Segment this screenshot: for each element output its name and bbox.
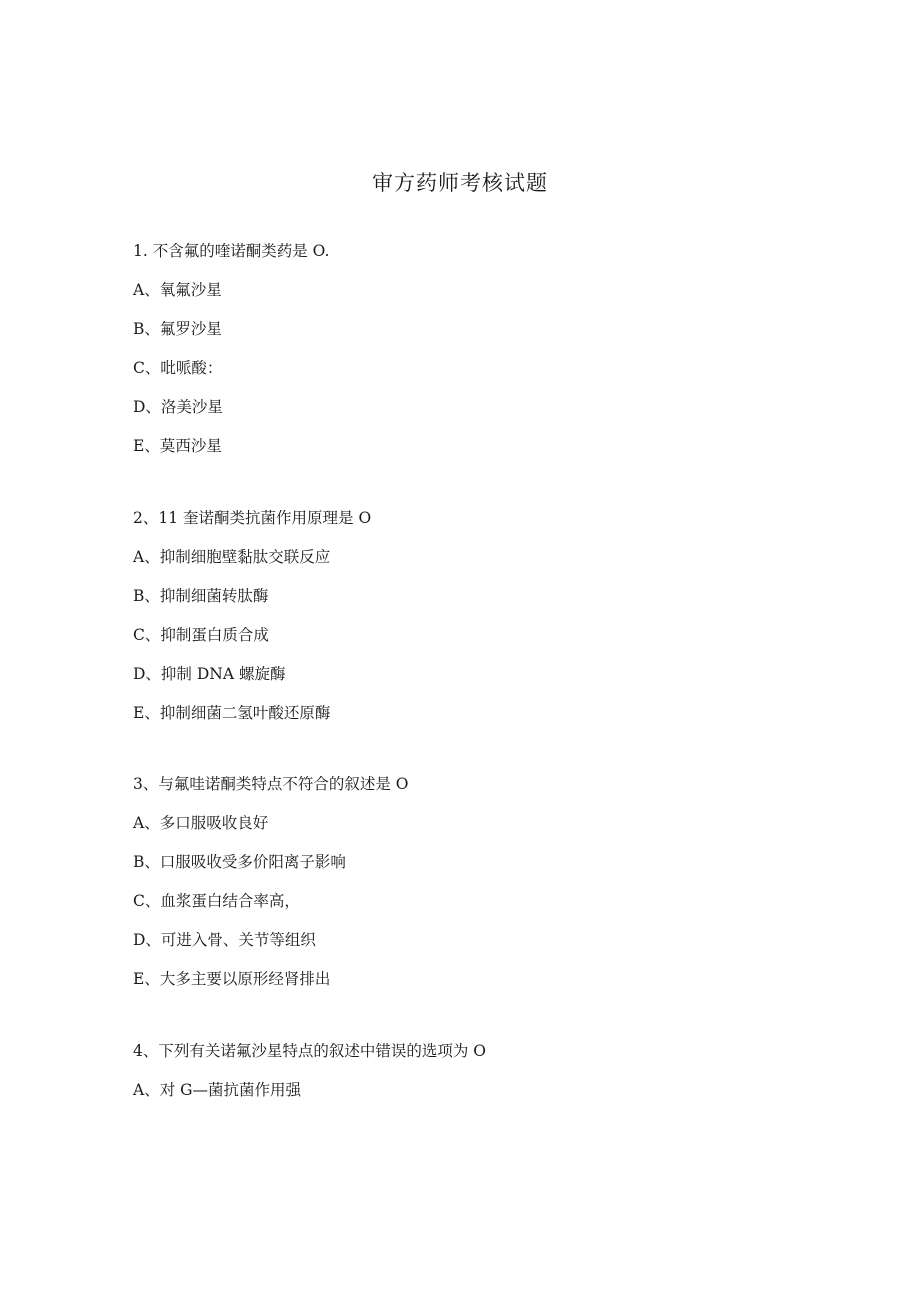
option-b: B、氟罗沙星 [133,320,222,338]
page-title: 审方药师考核试题 [372,171,548,195]
option-d: D、抑制 DNA 螺旋酶 [133,665,286,683]
option-d: D、可进入骨、关节等组织 [133,931,316,949]
question-3 [133,773,833,1007]
option-a: A、对 G—菌抗菌作用强 [133,1081,302,1099]
option-a: A、氧氟沙星 [133,281,222,299]
question-4 [133,1040,833,1118]
option-a: A、多口服吸收良好 [133,814,269,832]
question-2 [133,507,833,741]
question-stem: 1. 不含氟的喹诺酮类药是 O. [133,242,330,260]
option-b: B、抑制细菌转肽酶 [133,587,269,605]
question-1 [133,240,833,474]
option-c: C、血浆蛋白结合率高， [133,892,300,910]
question-stem: 4、下列有关诺氟沙星特点的叙述中错误的选项为 O [133,1042,486,1060]
question-stem: 2、11 奎诺酮类抗菌作用原理是 O [133,509,372,527]
option-d: D、洛美沙星 [133,398,223,416]
option-c: C、吡哌酸： [133,359,223,377]
option-a: A、抑制细胞壁黏肽交联反应 [133,548,331,566]
option-b: B、口服吸收受多价阳离子影响 [133,853,346,871]
option-e: E、大多主要以原形经肾排出 [133,970,331,988]
option-e: E、抑制细菌二氢叶酸还原酶 [133,704,331,722]
question-stem: 3、与氟哇诺酮类特点不符合的叙述是 O [133,775,409,793]
option-e: E、莫西沙星 [133,437,222,455]
option-c: C、抑制蛋白质合成 [133,626,269,644]
